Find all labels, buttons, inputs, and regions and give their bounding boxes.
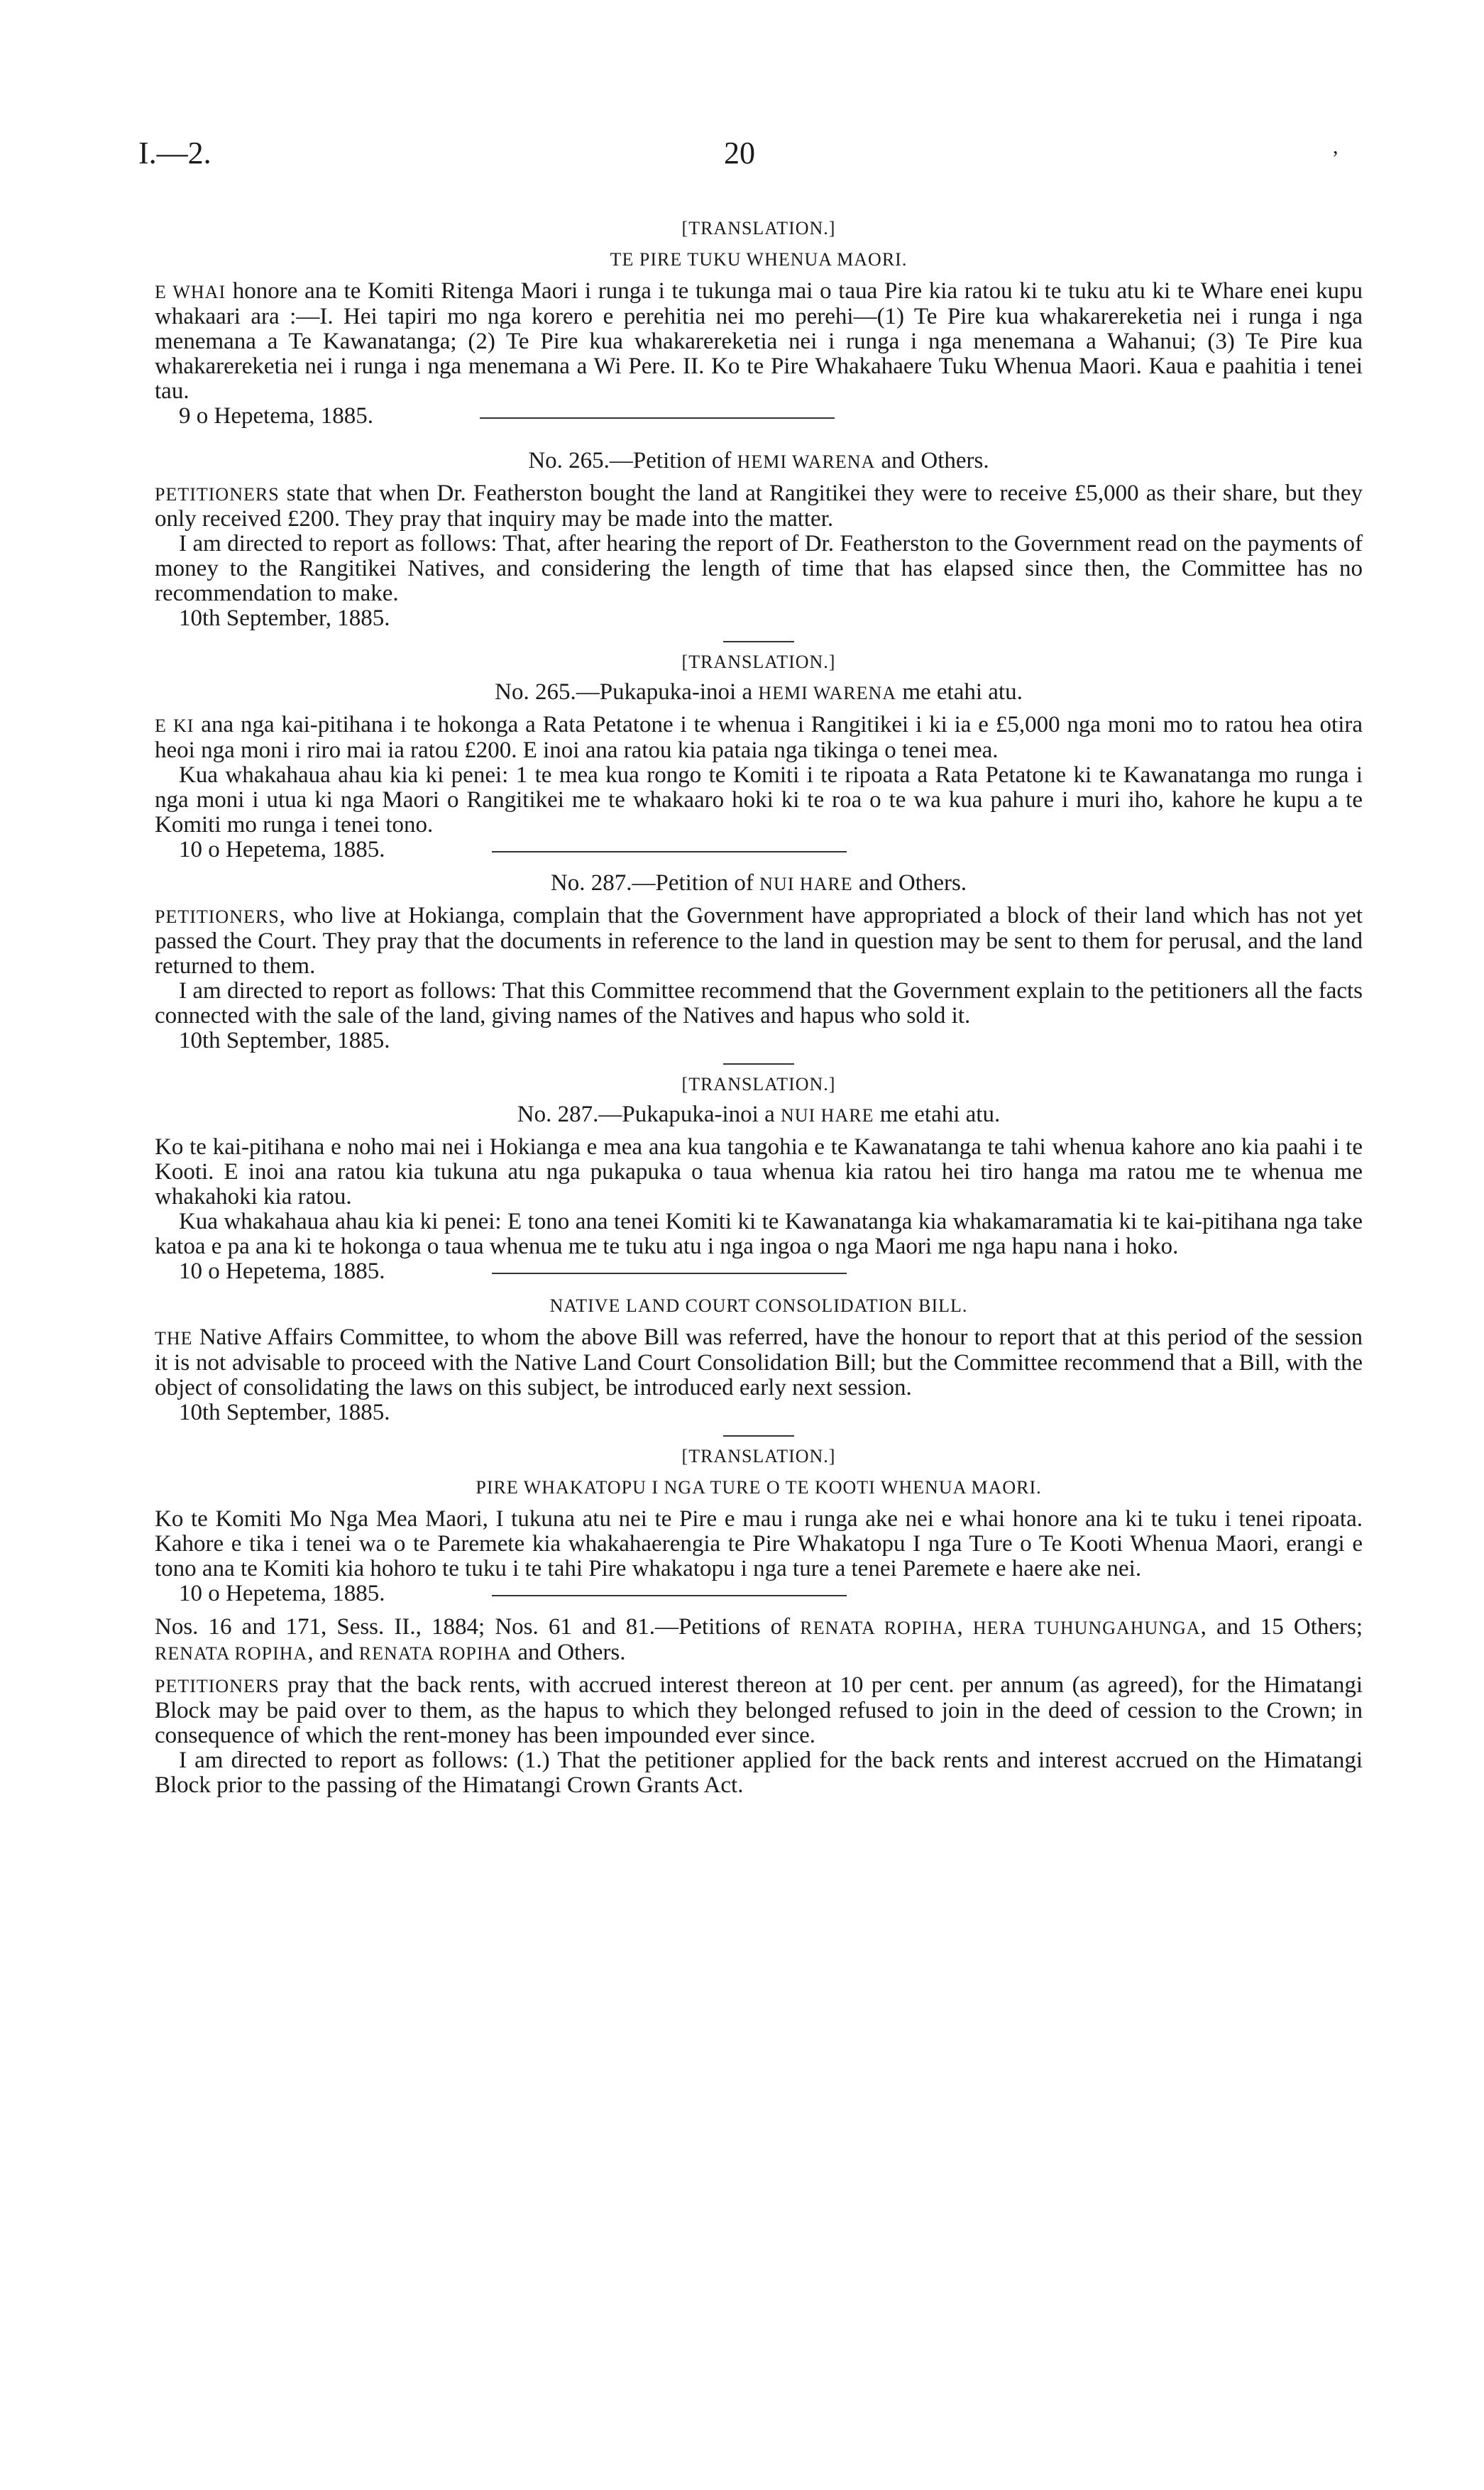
translation-label: [TRANSLATION.] (681, 1446, 836, 1466)
petition-title: Nos. 16 and 171, Sess. II., 1884; Nos. 61 and 81.—Petitions of RENATA ROPIHA, HERA TUHUNGAHUNGA, and 15 Others; RENATA ROPIHA, and RENATA ROPIHA and Others. (155, 1614, 1363, 1665)
date: 9 o Hepetema, 1885. (179, 403, 374, 429)
date-line (155, 1581, 1363, 1606)
paragraph: Ko te Komiti Mo Nga Mea Maori, I tukuna atu nei te Pire e mau i runga ake nei e whai honore ana ki te tuku i tenei ripoata. Kahore e tika i tenei wa o te Paremete kia whakahaerengia te Pire Whakatopu I nga Ture o Te Kooti Whenua Maori, erangi e tono ana te Komiti kia hohoro te tuku i te tahi Pire whakatopu i nga ture a tenei Paremete e haere ake nei. (155, 1506, 1363, 1581)
stray-mark: , (1333, 135, 1339, 158)
lead-words: PETITIONERS (155, 1676, 280, 1696)
section-native-land-court-consolidation-bill (155, 1293, 1363, 1437)
date-line (155, 1259, 1363, 1284)
section-petition-265-translation (155, 649, 1363, 862)
lead-words: E WHAI (155, 282, 226, 302)
document-reference: I.—2. (138, 136, 211, 170)
date-line (155, 838, 1363, 862)
paragraph: Kua whakahaua ahau kia ki penei: 1 te mea kua rongo te Komiti i te ripoata a Rata Petatone ki te Kawanatanga mo runga i nga moni i utua ki nga Maori o Rangitikei me te whakaaro hoki ki te roa o te wa kua pahure i muri iho, kahore he kupu a te Komiti mo runga i tenei tono. (155, 762, 1363, 838)
translation-label: [TRANSLATION.] (681, 1074, 836, 1095)
paragraph: Ko te kai-pitihana e noho mai nei i Hokianga e mea ana kua tangohia e te Kawanatanga te tahi whenua kahore ano kia paahi i te Kooti. E inoi ana ratou kia tukuna atu nga pukapuka o taua whenua kia ratou hei tiro hanga ma ratou me te whenua me whakahoki kia ratou. (155, 1134, 1363, 1210)
paragraph: PETITIONERS, who live at Hokianga, complain that the Government have appropriated a block of their land which has not yet passed the Court. They pray that the documents in reference to the land in question may be sent to them for perusal, and the land returned to them. (155, 903, 1363, 979)
paragraph: I am directed to report as follows: (1.) That the petitioner applied for the back rents and interest accrued on the Himatangi Block prior to the passing of the Himatangi Crown Grants Act. (155, 1748, 1363, 1798)
petition-title: No. 265.—Pukapuka-inoi a HEMI WARENA me etahi atu. (495, 679, 1023, 705)
lead-words: PETITIONERS (155, 906, 280, 927)
section-consolidation-bill-translation (155, 1444, 1363, 1606)
section-divider (723, 641, 794, 642)
section-title: NATIVE LAND COURT CONSOLIDATION BILL. (549, 1295, 968, 1316)
paragraph: THE Native Affairs Committee, to whom the above Bill was referred, have the honour to report that at this period of the session it is not advisable to proceed with the Native Land Court Consolidation Bill; but the Committee recommend that a Bill, with the object of consolidating the laws on this subject, be introduced early next session. (155, 1324, 1363, 1400)
section-divider (480, 417, 835, 419)
section-title: PIRE WHAKATOPU I NGA TURE O TE KOOTI WHENUA MAORI. (476, 1477, 1042, 1498)
petition-title: No. 265.—Petition of HEMI WARENA and Others. (528, 448, 989, 473)
document-body (155, 207, 1363, 1798)
date: 10th September, 1885. (179, 1400, 390, 1425)
lead-words: THE (155, 1328, 193, 1349)
section-divider (723, 1063, 794, 1065)
paragraph: I am directed to report as follows: That this Committee recommend that the Government explain to the petitioners all the facts connected with the sale of the land, giving names of the Natives and hapus who sold it. (155, 978, 1363, 1029)
petition-title: No. 287.—Pukapuka-inoi a NUI HARE me etahi atu. (517, 1102, 1001, 1127)
date: 10 o Hepetema, 1885. (179, 1258, 385, 1284)
paragraph: Kua whakahaua ahau kia ki penei: E tono ana tenei Komiti ki te Kawanatanga kia whakamaramatia ki te kai-pitihana nga take katoa e pa ana ki te hokonga o taua whenua me te tuku atu i nga ingoa o nga Maori me nga hapu nana i hoko. (155, 1209, 1363, 1259)
paragraph: E KI ana nga kai-pitihana i te hokonga a Rata Petatone i te whenua i Rangitikei i ki ia e £5,000 nga moni mo to ratou hea otira heoi nga moni i riro mai ia ratou £200. E inoi ana ratou kia pataia nga tikinga o tenei mea. (155, 712, 1363, 763)
section-divider (723, 1435, 794, 1437)
section-divider (492, 1595, 847, 1596)
date: 10th September, 1885. (179, 605, 390, 631)
lead-words: PETITIONERS (155, 484, 280, 505)
petition-title: No. 287.—Petition of NUI HARE and Others. (550, 870, 967, 896)
section-native-land-sales-bill-translation (155, 216, 1363, 429)
section-divider (492, 1273, 847, 1274)
page-number: 20 (724, 136, 755, 170)
section-title: TE PIRE TUKU WHENUA MAORI. (610, 249, 908, 270)
lead-words: E KI (155, 715, 194, 736)
section-petitions-16-171-61-81 (155, 1615, 1363, 1798)
section-divider (492, 851, 847, 852)
paragraph: PETITIONERS state that when Dr. Featherston bought the land at Rangitikei they were to receive £5,000 as their share, but they only received £200. They pray that inquiry may be made into the matter. (155, 481, 1363, 532)
translation-label: [TRANSLATION.] (681, 652, 836, 672)
section-petition-287 (155, 871, 1363, 1065)
date: 10 o Hepetema, 1885. (179, 1581, 385, 1606)
section-petition-265 (155, 449, 1363, 642)
date: 10 o Hepetema, 1885. (179, 837, 385, 862)
paragraph: I am directed to report as follows: That, after hearing the report of Dr. Featherston to the Government read on the payments of money to the Rangitikei Natives, and considering the length of time that has elapsed since then, the Committee has no recommendation to make. (155, 531, 1363, 606)
translation-label: [TRANSLATION.] (681, 218, 836, 238)
section-petition-287-translation (155, 1072, 1363, 1284)
paragraph: E WHAI honore ana te Komiti Ritenga Maori i runga i te tukunga mai o taua Pire kia ratou ki te tuku atu ki te Whare enei kupu whakaari ara :—I. Hei tapiri mo nga korero e perehitia nei mo perehi—(1) Te Pire kua whakarereketia nei i runga i nga menemana a Te Kawanatanga; (2) Te Pire kua whakarereketia nei i runga i nga menemana a Wahanui; (3) Te Pire kua whakarereketia nei i runga i nga menemana a Wi Pere. II. Ko te Pire Whakahaere Tuku Whenua Maori. Kaua e paahitia i tenei tau. (155, 278, 1363, 404)
date-line (155, 404, 1363, 429)
date: 10th September, 1885. (179, 1028, 390, 1053)
paragraph: PETITIONERS pray that the back rents, with accrued interest thereon at 10 per cent. per annum (as agreed), for the Himatangi Block may be paid over to them, as the hapus to which they belonged refused to join in the deed of cession to the Crown; in consequence of which the rent-money has been impounded ever since. (155, 1672, 1363, 1748)
